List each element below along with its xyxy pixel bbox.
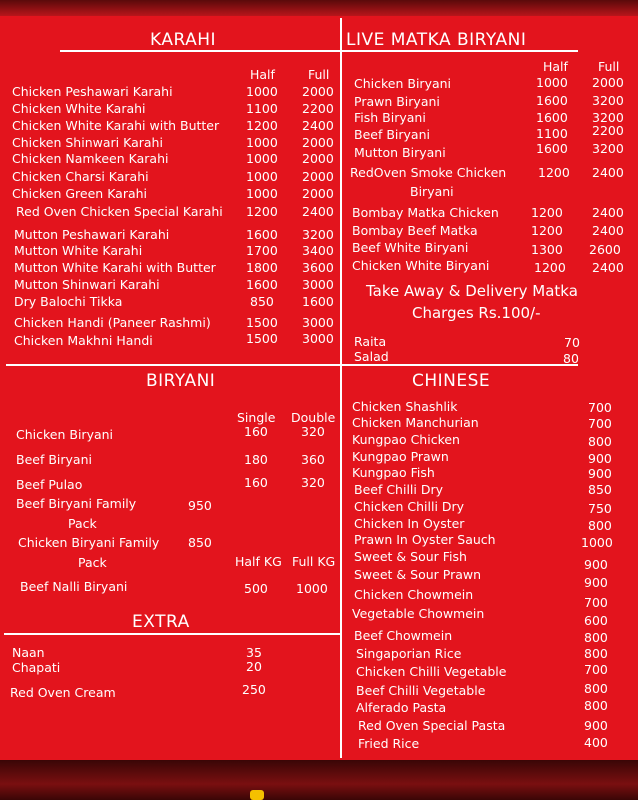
price-full: 2000 [302,135,334,150]
item-name: Beef Pulao [16,477,83,492]
price: 400 [584,735,608,750]
item-name: Beef Chilli Dry [354,482,444,497]
price-full-kg: 1000 [296,581,328,596]
item-name: Chicken In Oyster [354,516,465,531]
biryani-heading: BIRYANI [146,371,216,391]
item-name: Chicken Handi (Paneer Rashmi) [14,315,211,330]
item-name: Dry Balochi Tikka [14,294,123,309]
price-full: 3600 [302,260,334,275]
price-full: 3200 [302,227,334,242]
price-half: 1200 [246,204,278,219]
price: 950 [188,498,212,513]
price-full: 2400 [592,223,624,238]
price-half: 1600 [246,277,278,292]
top-border [0,0,638,16]
item-name: Chicken Biryani Family [18,535,160,550]
item-name: Chicken Green Karahi [12,186,148,201]
item-name: Kungpao Fish [352,465,435,480]
matka-heading: LIVE MATKA BIRYANI [346,30,527,50]
item-name: Prawn Biryani [354,94,440,109]
price-full: 3200 [592,110,624,125]
price-full: 1600 [302,294,334,309]
price-half: 1200 [531,205,563,220]
price: 900 [588,451,612,466]
price-full: 2400 [592,205,624,220]
price-full: 2400 [302,204,334,219]
price: 750 [588,501,612,516]
price-single: 180 [244,452,268,467]
price: 700 [588,416,612,431]
item-name: Chicken White Karahi with Butter [12,118,220,133]
center-divider [340,18,342,758]
price-half: 1000 [246,151,278,166]
price-half: 1200 [531,223,563,238]
biryani-col-single: Single [237,410,276,425]
matka-col-full: Full [598,59,620,74]
item-name-line2: Pack [68,516,97,531]
price-full: 3000 [302,315,334,330]
price-full: 2000 [592,75,624,90]
price-half: 1600 [536,141,568,156]
item-name: Beef Chowmein [354,628,453,643]
item-name: Beef Biryani Family [16,496,137,511]
item-name: Mutton Shinwari Karahi [14,277,160,292]
price-full: 2000 [302,169,334,184]
price-half: 1800 [246,260,278,275]
biryani-col-full-kg: Full KG [292,554,336,569]
price-half: 850 [250,294,274,309]
item-name: Fish Biryani [354,110,426,125]
item-name: Beef Biryani [354,127,430,142]
price-full: 3200 [592,141,624,156]
price: 800 [584,698,608,713]
item-name: Mutton White Karahi with Butter [14,260,216,275]
price-double: 320 [301,424,325,439]
item-name: Chicken Chilli Dry [354,499,465,514]
price-half: 1000 [246,135,278,150]
item-name: Chicken Biryani [354,76,452,91]
price: 900 [584,557,608,572]
item-name: Chicken Charsi Karahi [12,169,149,184]
price-half-kg: 500 [244,581,268,596]
price: 900 [584,718,608,733]
price-half: 1000 [246,84,278,99]
item-name: Vegetable Chowmein [352,606,485,621]
price-half: 1500 [246,315,278,330]
price-half: 1600 [246,227,278,242]
price-full: 3000 [302,277,334,292]
item-name: Chicken Manchurian [352,415,479,430]
price-full: 2200 [592,123,624,138]
item-name: Chicken White Karahi [12,101,146,116]
price: 70 [564,335,580,350]
biryani-col-double: Double [291,410,336,425]
item-name: Chicken Makhni Handi [14,333,153,348]
price: 700 [588,400,612,415]
price-full: 2200 [302,101,334,116]
price-half: 1000 [536,75,568,90]
delivery-note-line1: Take Away & Delivery Matka [366,282,578,300]
price: 700 [584,595,608,610]
price-half: 1000 [246,186,278,201]
price: 1000 [581,535,613,550]
item-name: Chapati [12,660,61,675]
price: 800 [584,630,608,645]
chinese-rule [342,364,578,366]
price-full: 2400 [592,165,624,180]
price: 80 [563,351,579,366]
item-name: Sweet & Sour Fish [354,549,467,564]
matka-rule [342,50,578,52]
item-name: Beef Chilli Vegetable [356,683,486,698]
price-single: 160 [244,475,268,490]
price-half: 1300 [531,242,563,257]
chinese-heading: CHINESE [412,371,491,391]
price-single: 160 [244,424,268,439]
item-name: Alferado Pasta [356,700,447,715]
item-name: RedOven Smoke Chicken [350,165,507,180]
item-name: Salad [354,349,389,364]
item-name: Chicken Chilli Vegetable [356,664,507,679]
item-name: Beef Nalli Biryani [20,579,128,594]
bottom-border [0,760,638,800]
price-full: 2000 [302,186,334,201]
item-name: Red Oven Special Pasta [358,718,506,733]
price-half: 1100 [246,101,278,116]
logo-glimpse [250,790,264,800]
price-full: 2000 [302,151,334,166]
extra-heading: EXTRA [132,612,190,632]
price-half: 1600 [536,110,568,125]
karahi-rule [60,50,340,52]
price-full: 2400 [592,260,624,275]
price-half: 1700 [246,243,278,258]
item-name: Red Oven Chicken Special Karahi [16,204,223,219]
item-name: Bombay Matka Chicken [352,205,499,220]
price: 850 [188,535,212,550]
price: 900 [584,575,608,590]
item-name: Chicken Peshawari Karahi [12,84,173,99]
item-name: Mutton Peshawari Karahi [14,227,170,242]
price-half: 1500 [246,331,278,346]
price-half: 1000 [246,169,278,184]
price-double: 320 [301,475,325,490]
item-name-line2: Pack [78,555,107,570]
item-name: Kungpao Prawn [352,449,449,464]
item-name: Naan [12,645,45,660]
price-full: 2000 [302,84,334,99]
price-full: 2600 [589,242,621,257]
price-half: 1600 [536,93,568,108]
price: 250 [242,682,266,697]
price: 700 [584,662,608,677]
item-name: Singaporian Rice [356,646,462,661]
price-half: 1200 [534,260,566,275]
item-name: Beef Biryani [16,452,92,467]
price-full: 2400 [302,118,334,133]
item-name: Mutton White Karahi [14,243,143,258]
item-name: Mutton Biryani [354,145,446,160]
item-name: Beef White Biryani [352,240,469,255]
price: 850 [588,482,612,497]
item-name: Chicken Namkeen Karahi [12,151,169,166]
price-half: 1200 [538,165,570,180]
biryani-col-half-kg: Half KG [235,554,282,569]
price: 600 [584,613,608,628]
karahi-heading: KARAHI [150,30,217,50]
item-name: Red Oven Cream [10,685,116,700]
item-name: Biryani [410,184,454,199]
price-double: 360 [301,452,325,467]
price-full: 3400 [302,243,334,258]
karahi-col-half: Half [250,67,275,82]
extra-rule [4,633,340,635]
item-name: Prawn In Oyster Sauch [354,532,496,547]
karahi-col-full: Full [308,67,330,82]
matka-col-half: Half [543,59,568,74]
price: 35 [246,645,262,660]
biryani-rule [6,364,340,366]
item-name: Chicken Shashlik [352,399,458,414]
price-full: 3000 [302,331,334,346]
item-name: Chicken Chowmein [354,587,474,602]
price-full: 3200 [592,93,624,108]
item-name: Chicken Biryani [16,427,114,442]
price: 800 [588,434,612,449]
item-name: Kungpao Chicken [352,432,460,447]
price-half: 1200 [246,118,278,133]
item-name: Chicken White Biryani [352,258,490,273]
price: 800 [584,681,608,696]
item-name: Sweet & Sour Prawn [354,567,482,582]
item-name: Bombay Beef Matka [352,223,478,238]
price: 20 [246,659,262,674]
price: 800 [584,646,608,661]
item-name: Fried Rice [358,736,420,751]
delivery-note-line2: Charges Rs.100/- [412,304,541,322]
item-name: Raita [354,334,387,349]
item-name: Chicken Shinwari Karahi [12,135,163,150]
price-half: 1100 [536,126,568,141]
price: 800 [588,518,612,533]
price: 900 [588,466,612,481]
